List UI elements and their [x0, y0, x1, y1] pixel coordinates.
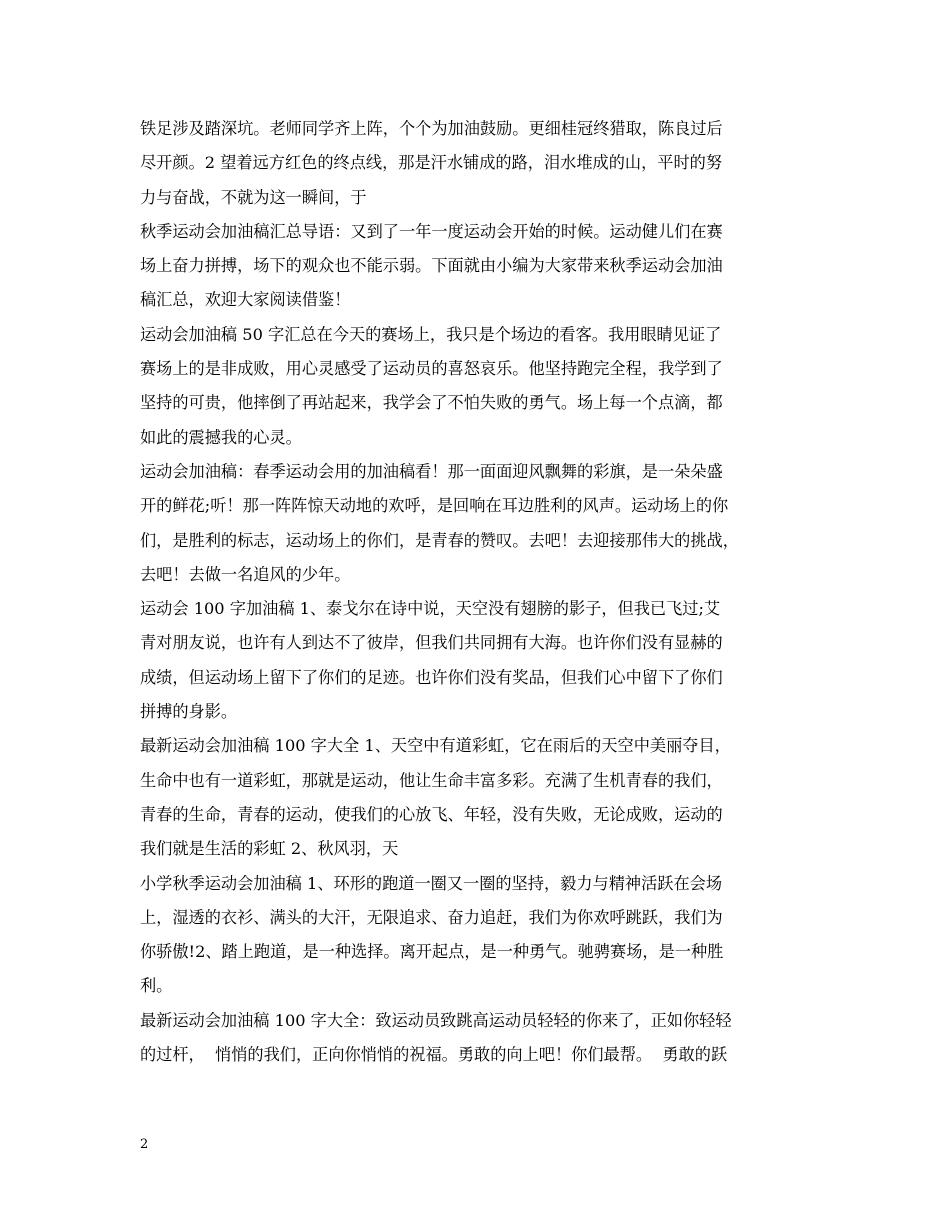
text-line: 场上奋力拼搏，场下的观众也不能示弱。下面就由小编为大家带来秋季运动会加油	[140, 256, 723, 276]
text-line: 尽开颜。2 望着远方红色的终点线，那是汗水铺成的路，泪水堆成的山，平时的努	[140, 153, 723, 173]
text-line: 坚持的可贵，他摔倒了再站起来，我学会了不怕失败的勇气。场上每一个点滴，都	[140, 393, 723, 413]
page-number: 2	[140, 1137, 149, 1152]
text-line: 运动会 100 字加油稿 1、泰戈尔在诗中说，天空没有翅膀的影子，但我已飞过;艾	[140, 599, 721, 619]
text-line: 青对朋友说，也许有人到达不了彼岸，但我们共同拥有大海。也许你们没有显赫的	[140, 633, 723, 653]
text-line: 开的鲜花;听！那一阵阵惊天动地的欢呼，是回响在耳边胜利的风声。运动场上的你	[140, 496, 729, 516]
text-line: 秋季运动会加油稿汇总导语：又到了一年一度运动会开始的时候。运动健儿们在赛	[140, 221, 723, 241]
text-line: 上，湿透的衣衫、满头的大汗，无限追求、奋力追赶，我们为你欢呼跳跃，我们为	[140, 907, 723, 927]
text-line: 稿汇总，欢迎大家阅读借鉴！	[140, 290, 351, 310]
text-line: 运动会加油稿 50 字汇总在今天的赛场上，我只是个场边的看客。我用眼睛见证了	[140, 324, 722, 344]
text-line: 铁足涉及踏深坑。老师同学齐上阵，个个为加油鼓励。更细桂冠终猎取，陈良过后	[140, 119, 723, 138]
text-line: 运动会加油稿：春季运动会用的加油稿看！那一面面迎风飘舞的彩旗，是一朵朵盛	[140, 461, 723, 481]
text-line: 拼搏的身影。	[140, 702, 238, 722]
text-line: 青春的生命，青春的运动，使我们的心放飞、年轻，没有失败，无论成败，运动的	[140, 804, 723, 824]
text-line: 成绩，但运动场上留下了你们的足迹。也许你们没有奖品，但我们心中留下了你们	[140, 667, 723, 687]
text-line: 们，是胜利的标志，运动场上的你们，是青春的赞叹。去吧！去迎接那伟大的挑战，	[140, 530, 739, 550]
text-line: 如此的震撼我的心灵。	[140, 427, 302, 447]
text-line: 最新运动会加油稿 100 字大全：致运动员致跳高运动员轻轻的你来了，正如你轻轻	[140, 1010, 732, 1030]
text-line: 小学秋季运动会加油稿 1、环形的跑道一圈又一圈的坚持，毅力与精神活跃在会场	[140, 873, 723, 893]
text-line: 力与奋战，不就为这一瞬间，于	[140, 187, 367, 207]
text-line: 利。	[140, 976, 173, 996]
text-line: 你骄傲!2、踏上跑道，是一种选择。离开起点，是一种勇气。驰骋赛场，是一种胜	[140, 942, 724, 962]
text-line: 我们就是生活的彩虹 2、秋风羽，天	[140, 839, 399, 859]
text-line: 最新运动会加油稿 100 字大全 1、天空中有道彩虹，它在雨后的天空中美丽夺目，	[140, 736, 731, 756]
text-line: 的过杆， 悄悄的我们，正向你悄悄的祝福。勇敢的向上吧！你们最帮。 勇敢的跃	[140, 1045, 728, 1065]
text-line: 去吧！去做一名追风的少年。	[140, 564, 351, 584]
text-line: 赛场上的是非成败，用心灵感受了运动员的喜怒哀乐。他坚持跑完全程，我学到了	[140, 359, 723, 379]
text-line: 生命中也有一道彩虹，那就是运动，他让生命丰富多彩。充满了生机青春的我们，	[140, 770, 723, 790]
body-text	[140, 112, 830, 1072]
